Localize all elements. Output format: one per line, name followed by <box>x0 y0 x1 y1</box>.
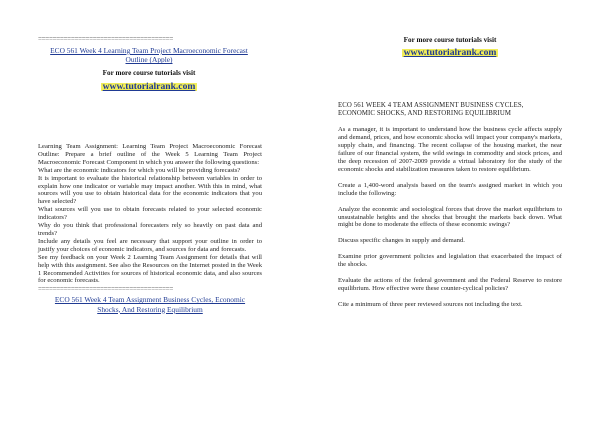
body-paragraph: Include any details you feel are necessary that support your outline in order to justify your choices of economic indicators, and sources for data and forecasts. <box>38 237 262 253</box>
body-paragraph: Learning Team Assignment: Learning Team Project Macroeconomic Forecast Outline: Prepare a brief outline of the Week 5 Learning Team Project Macroeconomic Forecast Component in which you answer the following questions: <box>38 143 262 166</box>
assignment-content <box>338 102 562 309</box>
next-course-link[interactable]: ECO 561 Week 4 Team Assignment Business Cycles, Economic Shocks, And Restoring Equilibrium <box>54 295 246 314</box>
content-paragraph: Examine prior government policies and legislation that exacerbated the impact of the shocks. <box>338 253 562 269</box>
body-paragraph: Why do you think that professional forecasters rely so heavily on past data and trends? <box>38 222 262 237</box>
body-paragraph: What are the economic indicators for which you will be providing forecasts? <box>38 166 241 174</box>
content-paragraph: Create a 1,400-word analysis based on the team's assigned market in which you include the following: <box>338 181 562 197</box>
tutorialrank-link[interactable]: www.tutorialrank.com <box>102 81 196 93</box>
right-page <box>300 0 600 424</box>
body-paragraph: See my feedback on your Week 2 Learning Team Assignment for details that will help with this assignment. See also the Resources on the Internet posted in the Week 1 Recommended Activities for sources of historical economic data, and also sources for economic forecasts. <box>38 253 262 285</box>
assignment-body <box>38 143 262 314</box>
content-paragraph: Analyze the economic and sociological forces that drove the market equilibrium to unsustainable heights and the shocks that brought the markets back down. What might be done to moderate the effects of these economic swings? <box>338 205 562 229</box>
body-paragraph: It is important to evaluate the historical relationship between variables in order to explain how one indicator or variable may impact another. With this in mind, what sources will you use to obtain historical data for the economic indicators that you have selected? <box>38 174 262 206</box>
content-paragraph: As a manager, it is important to understand how the business cycle affects supply and demand, prices, and how economic shocks will impact your company's markets, supply chain, and financing. The recent collapse of the housing market, the near failure of our financial system, the wild swings in commodity and stock prices, and the deep recession of 2007-2009 provide a virtual laboratory for the study of the economic shocks and stabilization measures taken to restore equilibrium. <box>338 126 562 173</box>
assignment-heading: ECO 561 WEEK 4 TEAM ASSIGNMENT BUSINESS CYCLES, ECONOMIC SHOCKS, AND RESTORING EQUILIBRIUM <box>338 102 524 118</box>
body-paragraph: What sources will you use to obtain forecasts related to your selected economic indicators? <box>38 206 262 222</box>
promo-text-right: For more course tutorials visit <box>403 36 497 44</box>
course-title-link[interactable]: ECO 561 Week 4 Learning Team Project Macroeconomic Forecast Outline (Apple) <box>50 46 248 65</box>
content-paragraph: Discuss specific changes in supply and demand. <box>338 237 465 245</box>
content-paragraph: Cite a minimum of three peer reviewed sources not including the text. <box>338 300 523 308</box>
separator-top: ===================================== <box>38 36 173 43</box>
promo-text: For more course tutorials visit <box>102 69 196 78</box>
content-paragraph: Evaluate the actions of the federal government and the Federal Reserve to restore equilibrium. How effective were these counter-cyclical policies? <box>338 277 562 292</box>
tutorialrank-link-right[interactable]: www.tutorialrank.com <box>403 46 497 58</box>
separator-bottom: ===================================== <box>38 286 173 294</box>
